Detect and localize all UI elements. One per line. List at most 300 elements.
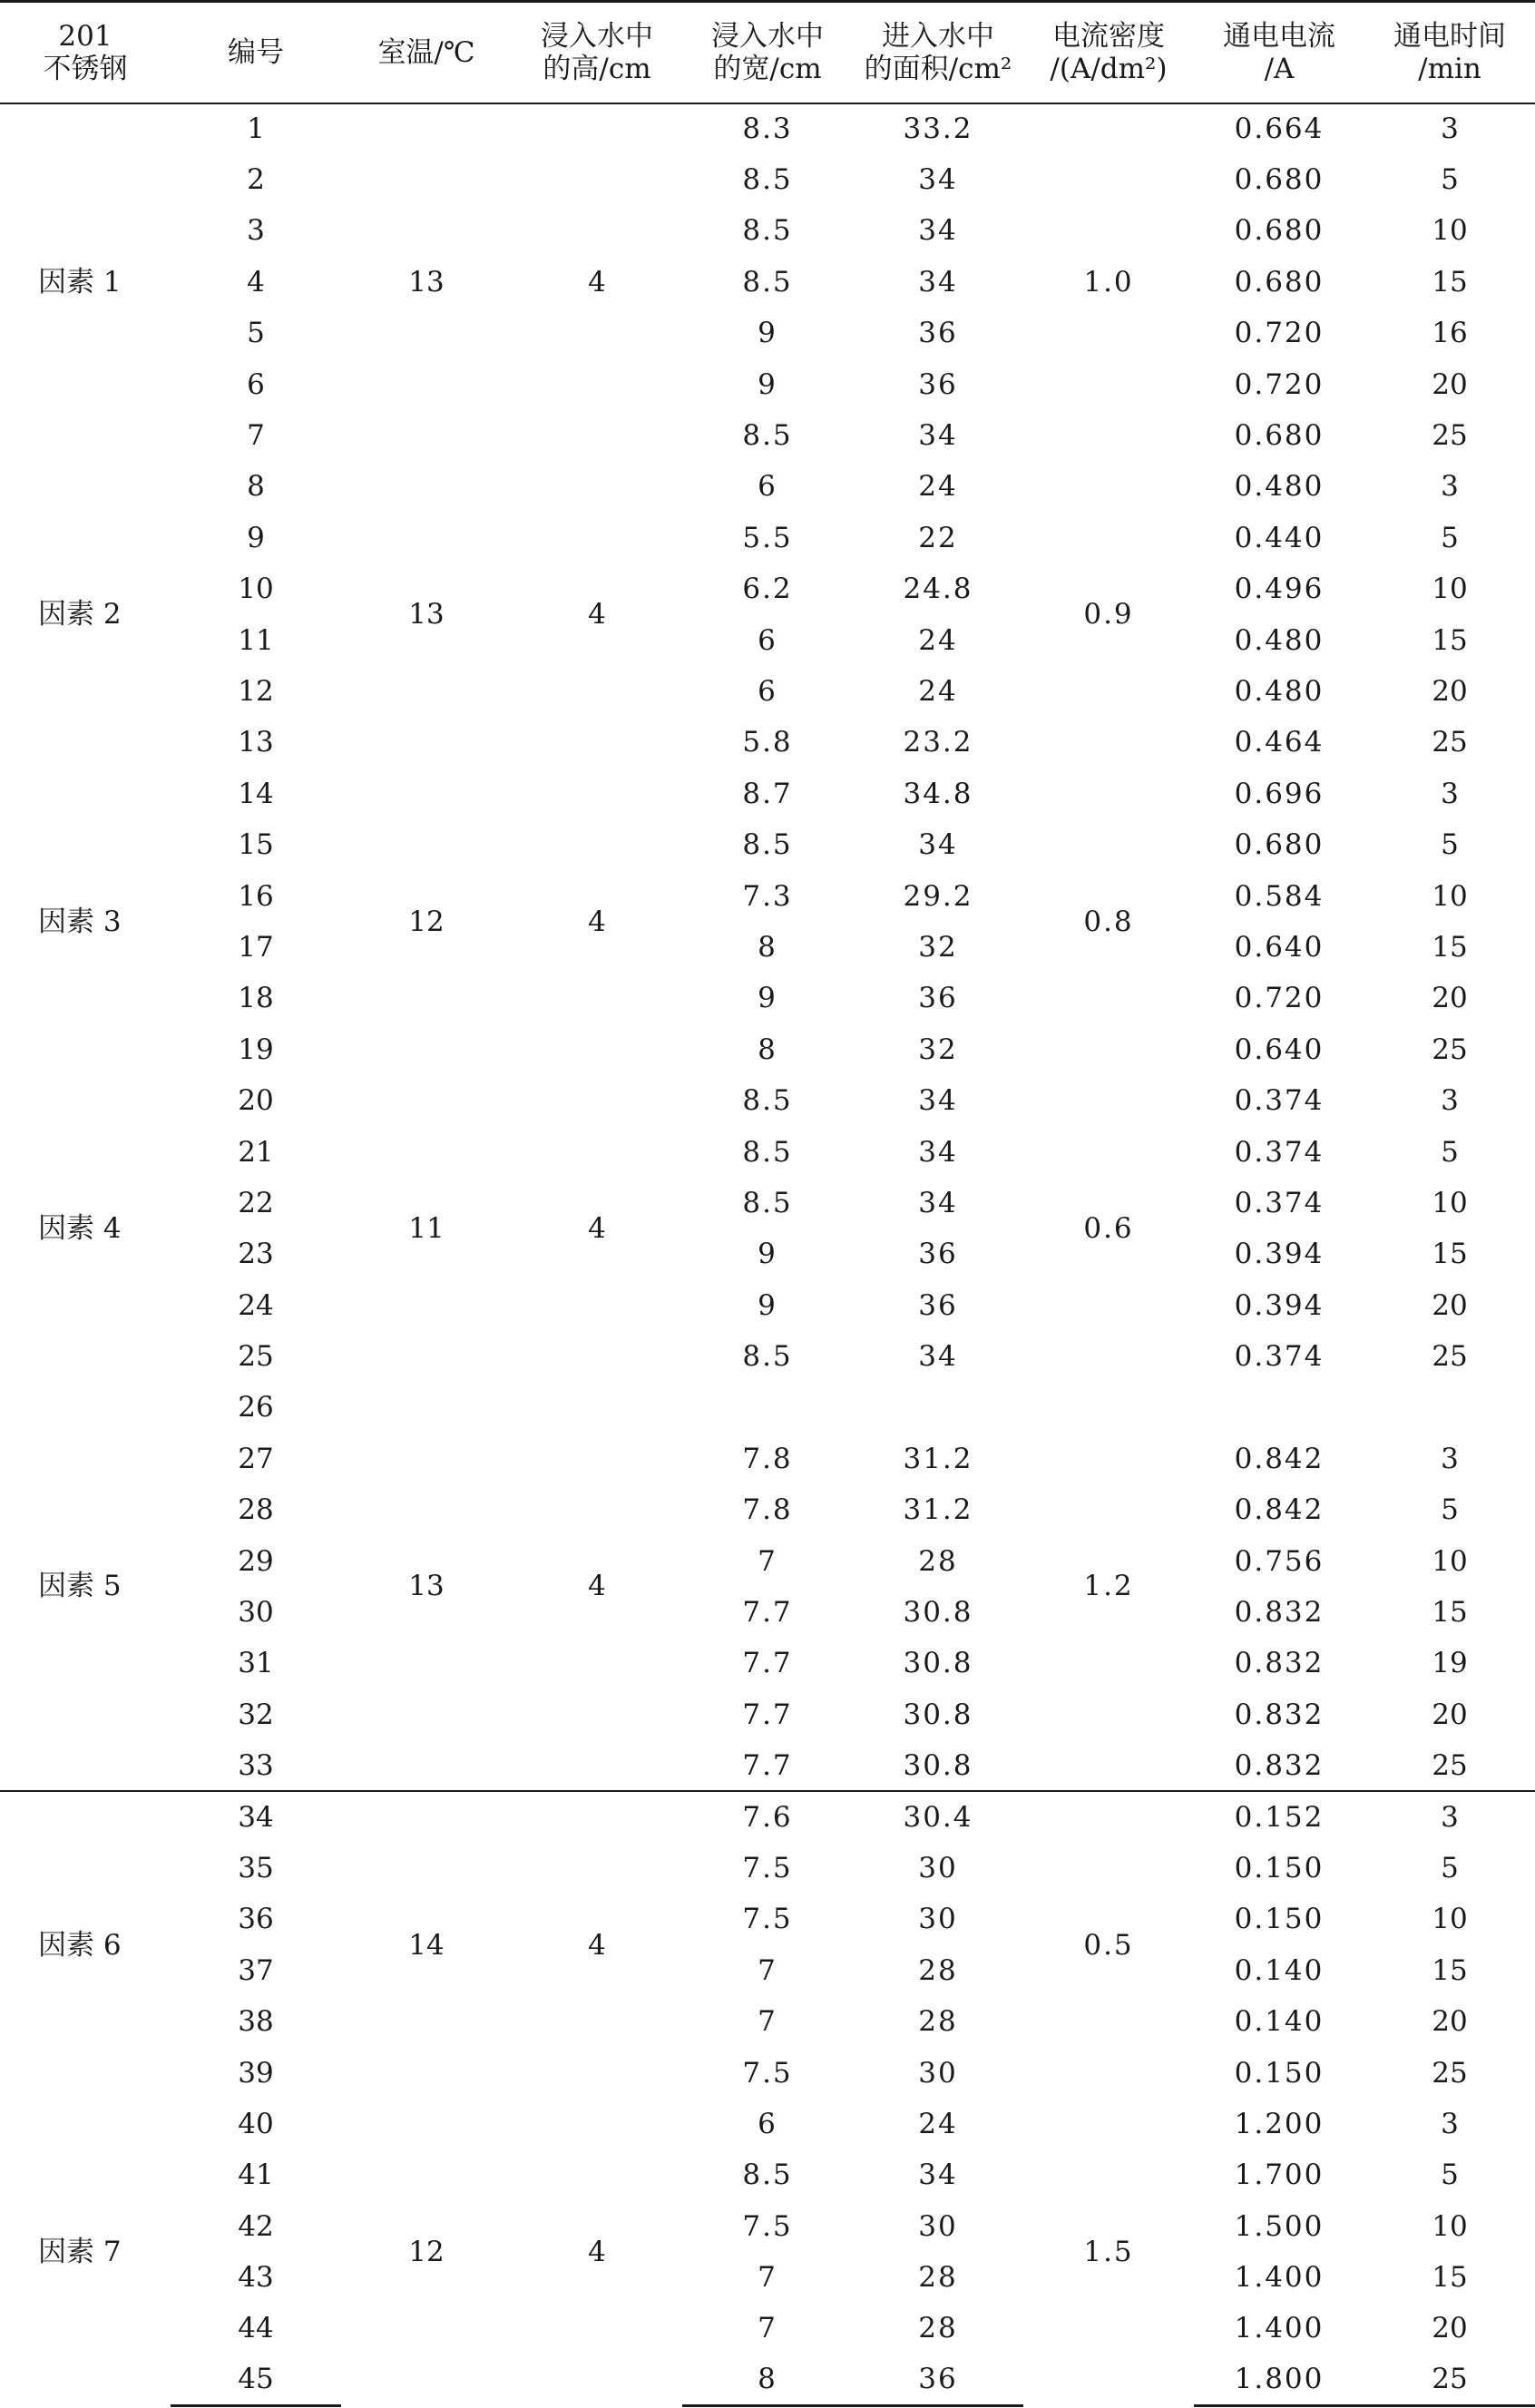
cell-width: 9: [758, 1238, 777, 1271]
cell-width: 8.5: [742, 1186, 793, 1219]
cell-current: 0.464: [1234, 726, 1325, 759]
cell-width: 7.7: [742, 1748, 793, 1782]
cell-width: 7.8: [742, 1442, 793, 1475]
table-row: [0, 973, 1535, 1023]
header-area-line-2: 的面积/cm²: [864, 52, 1012, 85]
cell-width: 8.5: [742, 419, 793, 453]
cell-time: 15: [1432, 1238, 1468, 1271]
cell-current: 0.140: [1234, 2005, 1325, 2039]
cell-current: 0.150: [1234, 2056, 1325, 2090]
cell-area: 28: [918, 2312, 958, 2345]
cell-current: 0.640: [1234, 930, 1325, 964]
cell-temp: 13: [408, 598, 445, 631]
cell-no: 22: [238, 1186, 274, 1219]
cell-width: 8.5: [742, 214, 793, 248]
cell-area: 28: [918, 2261, 958, 2295]
table-row: [0, 1843, 1535, 1894]
cell-current: 0.374: [1234, 1186, 1325, 1219]
cell-no: 2: [247, 163, 265, 197]
cell-current: 0.680: [1234, 828, 1325, 862]
cell-time: 19: [1432, 1647, 1468, 1680]
cell-current: 0.720: [1234, 317, 1325, 350]
cell-width: 7: [758, 2261, 777, 2295]
cell-time: 25: [1364, 2354, 1535, 2405]
cell-current: [1194, 1382, 1364, 1433]
cell-current: 0.496: [1234, 573, 1325, 606]
cell-temp: 14: [341, 1791, 512, 2098]
cell-no: 6: [247, 367, 265, 401]
table-row: [0, 461, 1535, 512]
cell-height: 4: [588, 905, 606, 938]
cell-time: 5: [1441, 521, 1459, 554]
table-row: [0, 819, 1535, 870]
table-row: [0, 1279, 1535, 1330]
cell-temp: 11: [408, 1212, 445, 1246]
cell-area: 31.2: [903, 1493, 973, 1527]
cell-time: 20: [1432, 2312, 1468, 2345]
group-label: 因素 5: [38, 1570, 122, 1603]
cell-no: 18: [238, 982, 274, 1015]
cell-height: 4: [588, 598, 606, 631]
cell-no: 13: [238, 726, 274, 759]
cell-time: 5: [1441, 2158, 1459, 2192]
cell-time: 20: [1432, 367, 1468, 401]
table-row: [0, 1126, 1535, 1177]
cell-current: 0.584: [1234, 879, 1325, 913]
cell-area: 34: [918, 419, 958, 453]
cell-current: 0.374: [1234, 1084, 1325, 1118]
cell-height: 4: [588, 266, 606, 299]
table-body: [0, 103, 1535, 2406]
cell-width: 9: [758, 982, 777, 1015]
cell-no: 42: [238, 2209, 274, 2243]
cell-height: 4: [588, 1212, 606, 1246]
cell-time: 10: [1432, 1544, 1468, 1578]
cell-density: 0.5: [1023, 1791, 1194, 2098]
table-row: [0, 614, 1535, 665]
cell-current: 1.200: [1234, 2107, 1325, 2140]
table-row: [0, 2047, 1535, 2098]
cell-no: 16: [238, 879, 274, 913]
table-row: [0, 666, 1535, 717]
cell-time: 15: [1432, 930, 1468, 964]
cell-time: 16: [1432, 317, 1468, 350]
cell-width: 8.5: [742, 1135, 793, 1169]
cell-width: 5.5: [742, 521, 793, 554]
table-row: [0, 563, 1535, 614]
cell-width: 8.5: [742, 828, 793, 862]
table-row: [0, 2252, 1535, 2303]
header-width-line-2: 的宽/cm: [713, 52, 822, 85]
header-temp: [341, 2, 512, 103]
cell-no: 25: [238, 1340, 274, 1374]
table-row: [0, 103, 1535, 154]
cell-width: 7.8: [742, 1493, 793, 1527]
cell-density: 1.2: [1083, 1570, 1134, 1603]
cell-width: 8.7: [742, 777, 793, 810]
cell-height: 4: [588, 2235, 606, 2268]
cell-no: 40: [238, 2107, 274, 2140]
table-row: [0, 1638, 1535, 1689]
cell-temp: 12: [408, 905, 445, 938]
cell-area: 24: [918, 674, 958, 708]
table-row: [0, 205, 1535, 256]
cell-width: 6.2: [742, 573, 793, 606]
cell-area: 30: [918, 1851, 958, 1884]
cell-time: 20: [1432, 1698, 1468, 1731]
header-row: [0, 2, 1535, 103]
cell-temp: 12: [408, 2235, 445, 2268]
header-width-line-1: 浸入水中: [711, 19, 824, 53]
cell-time: 15: [1432, 623, 1468, 657]
cell-width: 9: [758, 1288, 777, 1322]
cell-time: 25: [1432, 1033, 1468, 1066]
table-row: [0, 1945, 1535, 1996]
cell-time: 5: [1441, 1135, 1459, 1169]
cell-time: 10: [1432, 879, 1468, 913]
cell-width: 8.5: [742, 2158, 793, 2192]
cell-current: 0.140: [1234, 1953, 1325, 1987]
cell-width: 6: [758, 623, 777, 657]
cell-area: 36: [918, 1238, 958, 1271]
header-current-line-1: 通电电流: [1223, 19, 1335, 53]
table-row: [0, 1075, 1535, 1126]
cell-no: 20: [238, 1084, 274, 1118]
cell-current: 1.400: [1234, 2312, 1325, 2345]
cell-width: 8.5: [742, 1340, 793, 1374]
group-label: 因素 6: [0, 1791, 171, 2098]
cell-area: 22: [918, 521, 958, 554]
table-row: [0, 1484, 1535, 1535]
table-row: [0, 1178, 1535, 1228]
table-row: [0, 1382, 1535, 1433]
group-label: 因素 3: [38, 905, 122, 938]
cell-current: 0.150: [1234, 1903, 1325, 1936]
cell-time: 5: [1441, 828, 1459, 862]
cell-current: 0.720: [1234, 982, 1325, 1015]
cell-no: 19: [238, 1033, 274, 1066]
cell-current: 0.680: [1234, 265, 1325, 299]
cell-no: 3: [247, 214, 265, 248]
cell-width: 8.5: [742, 163, 793, 197]
header-area: [853, 2, 1023, 103]
cell-area: 34.8: [903, 777, 973, 810]
cell-time: 20: [1432, 982, 1468, 1015]
cell-density: 1.5: [1083, 2235, 1134, 2268]
cell-no: 7: [247, 419, 265, 453]
cell-width: 7.5: [742, 2056, 793, 2090]
cell-time: 15: [1432, 2261, 1468, 2295]
cell-density: 0.8: [1083, 905, 1134, 938]
cell-area: 36: [918, 317, 958, 350]
cell-time: 5: [1441, 1851, 1459, 1884]
cell-current: 0.150: [1234, 1851, 1325, 1884]
cell-area: 36: [853, 2354, 1023, 2405]
cell-width: 7: [758, 2005, 777, 2039]
header-time-line-1: 通电时间: [1393, 19, 1506, 53]
cell-area: 34: [918, 214, 958, 248]
cell-width: 5.8: [742, 726, 793, 759]
cell-width: 7: [758, 1953, 777, 1987]
cell-no: 5: [247, 317, 265, 350]
table-row: [0, 154, 1535, 205]
cell-current: 0.374: [1234, 1135, 1325, 1169]
cell-density: 0.9: [1083, 598, 1134, 631]
cell-current: 0.832: [1234, 1647, 1325, 1680]
table-row: [0, 410, 1535, 461]
cell-area: 30: [918, 2056, 958, 2090]
cell-time: 25: [1432, 419, 1468, 453]
cell-current: 0.756: [1234, 1544, 1325, 1578]
cell-no: 23: [238, 1238, 274, 1271]
cell-no: 32: [238, 1698, 274, 1731]
cell-width: 6: [758, 470, 777, 504]
cell-no: 11: [238, 623, 274, 657]
cell-time: 3: [1441, 2107, 1459, 2140]
cell-current: 0.440: [1234, 521, 1325, 554]
cell-current: 0.480: [1234, 674, 1325, 708]
cell-current: 0.374: [1234, 1340, 1325, 1374]
cell-no: 36: [238, 1903, 274, 1936]
cell-no: 34: [171, 1791, 341, 1842]
cell-time: 25: [1432, 726, 1468, 759]
cell-width: 7: [758, 1544, 777, 1578]
cell-width: [682, 1382, 853, 1433]
cell-no: 14: [238, 777, 274, 810]
cell-time: 3: [1441, 470, 1459, 504]
cell-time: 3: [1441, 113, 1459, 146]
cell-time: 20: [1432, 2005, 1468, 2039]
cell-area: 23.2: [903, 726, 973, 759]
cell-no: 43: [238, 2261, 274, 2295]
cell-area: 30.8: [903, 1748, 973, 1782]
header-time: [1364, 2, 1535, 103]
table-row: [0, 1996, 1535, 2047]
table-row: [0, 1535, 1535, 1586]
cell-area: 34: [918, 1135, 958, 1169]
table-row: [0, 1894, 1535, 1944]
cell-no: 29: [238, 1544, 274, 1578]
cell-time: 10: [1432, 573, 1468, 606]
header-current: [1194, 2, 1364, 103]
cell-no: 10: [238, 573, 274, 606]
table-row: [0, 1331, 1535, 1382]
table-row: [0, 1434, 1535, 1484]
cell-area: 34: [918, 1084, 958, 1118]
cell-time: 25: [1432, 1748, 1468, 1782]
cell-time: 10: [1432, 214, 1468, 248]
cell-current: 0.832: [1234, 1596, 1325, 1630]
cell-area: 30: [918, 1903, 958, 1936]
table-row: [0, 1587, 1535, 1638]
cell-area: 34: [918, 1340, 958, 1374]
cell-density: 0.6: [1083, 1212, 1134, 1246]
table-row: [0, 870, 1535, 921]
table-row: [0, 1791, 1535, 1842]
cell-area: 28: [918, 1953, 958, 1987]
table-row: [0, 1024, 1535, 1075]
cell-width: 9: [758, 317, 777, 350]
cell-current: 0.680: [1234, 214, 1325, 248]
cell-time: 25: [1432, 2056, 1468, 2090]
cell-area: 30.4: [853, 1791, 1023, 1842]
cell-time: 15: [1432, 1953, 1468, 1987]
cell-current: 0.832: [1234, 1748, 1325, 1782]
cell-width: 6: [758, 2107, 777, 2140]
cell-no: 45: [171, 2354, 341, 2405]
cell-area: 24: [918, 2107, 958, 2140]
header-density-line-2: /(A/dm²): [1050, 52, 1168, 85]
cell-no: 1: [247, 113, 265, 146]
cell-no: 41: [238, 2158, 274, 2192]
cell-current: 0.480: [1234, 470, 1325, 504]
cell-width: 8.3: [742, 113, 793, 146]
table-row: [0, 1228, 1535, 1279]
cell-no: 28: [238, 1493, 274, 1527]
cell-time: [1364, 1382, 1535, 1433]
cell-width: 7.7: [742, 1698, 793, 1731]
group-label: 因素 2: [38, 598, 122, 631]
cell-time: 25: [1432, 1340, 1468, 1374]
cell-current: 0.394: [1234, 1288, 1325, 1322]
cell-current: 0.842: [1234, 1493, 1325, 1527]
cell-area: 30: [918, 2209, 958, 2243]
cell-width: 9: [758, 367, 777, 401]
cell-area: 29.2: [903, 879, 973, 913]
group-label: 因素 4: [38, 1212, 122, 1246]
cell-current: 0.680: [1234, 419, 1325, 453]
cell-area: 36: [918, 367, 958, 401]
cell-no: 9: [247, 521, 265, 554]
group-label: 因素 1: [38, 266, 122, 299]
cell-time: 15: [1432, 265, 1468, 299]
cell-time: 15: [1432, 1596, 1468, 1630]
cell-no: 26: [238, 1391, 274, 1424]
cell-time: 3: [1441, 777, 1459, 810]
cell-width: 8: [682, 2354, 853, 2405]
cell-time: 5: [1441, 1493, 1459, 1527]
cell-area: 24.8: [903, 573, 973, 606]
cell-no: 4: [247, 265, 265, 299]
cell-width: 7.6: [682, 1791, 853, 1842]
cell-area: 28: [918, 1544, 958, 1578]
cell-time: 3: [1364, 1791, 1535, 1842]
cell-current: 0.152: [1194, 1791, 1364, 1842]
table-row: [0, 922, 1535, 973]
cell-time: 5: [1441, 163, 1459, 197]
table-row: [0, 2149, 1535, 2200]
table-row: [0, 2201, 1535, 2252]
cell-area: 36: [918, 982, 958, 1015]
cell-area: 32: [918, 930, 958, 964]
table-header: [0, 2, 1535, 103]
table-row: [0, 308, 1535, 358]
cell-width: 6: [758, 674, 777, 708]
cell-temp: 13: [408, 266, 445, 299]
cell-no: 21: [238, 1135, 274, 1169]
header-density: [1023, 2, 1194, 103]
header-no: [171, 2, 341, 103]
cell-area: 34: [918, 2158, 958, 2192]
cell-width: 7.5: [742, 2209, 793, 2243]
cell-current: 0.720: [1234, 367, 1325, 401]
cell-area: 31.2: [903, 1442, 973, 1475]
header-group: [0, 2, 171, 103]
cell-area: [853, 1382, 1023, 1433]
cell-area: 36: [918, 1288, 958, 1322]
table-row: [0, 513, 1535, 563]
table-row: [0, 358, 1535, 409]
cell-width: 7.5: [742, 1903, 793, 1936]
cell-width: 7.5: [742, 1851, 793, 1884]
cell-time: 10: [1432, 2209, 1468, 2243]
table-row: [0, 1689, 1535, 1740]
header-time-line-2: /min: [1418, 52, 1481, 85]
cell-temp: 13: [408, 1570, 445, 1603]
cell-width: 7.7: [742, 1647, 793, 1680]
cell-area: 24: [918, 470, 958, 504]
cell-current: 1.700: [1234, 2158, 1325, 2192]
cell-time: 3: [1441, 1084, 1459, 1118]
header-no-line-1: 编号: [228, 35, 284, 69]
header-temp-line-1: 室温/℃: [377, 35, 475, 69]
cell-time: 3: [1441, 1442, 1459, 1475]
header-height-line-1: 浸入水中: [541, 19, 653, 53]
table-row: [0, 257, 1535, 308]
table-row: [0, 717, 1535, 768]
table-row: [0, 2354, 1535, 2405]
cell-time: 20: [1432, 1288, 1468, 1322]
cell-no: 8: [247, 470, 265, 504]
cell-current: 1.500: [1234, 2209, 1325, 2243]
cell-area: 34: [918, 265, 958, 299]
cell-area: 24: [918, 623, 958, 657]
cell-width: 7.3: [742, 879, 793, 913]
cell-width: 8.5: [742, 265, 793, 299]
cell-current: 0.680: [1234, 163, 1325, 197]
header-density-line-1: 电流密度: [1052, 19, 1165, 53]
table-row: [0, 2099, 1535, 2149]
table-row: [0, 2303, 1535, 2354]
cell-current: 1.400: [1234, 2261, 1325, 2295]
cell-no: 35: [238, 1851, 274, 1884]
header-area-line-1: 进入水中: [882, 19, 994, 53]
cell-height: 4: [588, 1570, 606, 1603]
header-height: [512, 2, 682, 103]
cell-area: 30.8: [903, 1698, 973, 1731]
cell-density: 1.0: [1083, 266, 1134, 299]
cell-height: 4: [512, 1791, 682, 2098]
cell-width: 8.5: [742, 1084, 793, 1118]
cell-no: 37: [238, 1953, 274, 1987]
cell-width: 7.7: [742, 1596, 793, 1630]
header-group-line-2: 不锈钢: [43, 52, 128, 85]
cell-no: 15: [238, 828, 274, 862]
header-current-line-2: /A: [1264, 52, 1295, 85]
cell-area: 33.2: [903, 113, 973, 146]
cell-no: 12: [238, 674, 274, 708]
table-row: [0, 1740, 1535, 1791]
cell-area: 30.8: [903, 1647, 973, 1680]
cell-no: 38: [238, 2005, 274, 2039]
cell-area: 34: [918, 828, 958, 862]
header-group-line-1: 201: [58, 19, 112, 53]
header-height-line-2: 的高/cm: [543, 52, 651, 85]
cell-no: 30: [238, 1596, 274, 1630]
cell-area: 28: [918, 2005, 958, 2039]
cell-current: 0.842: [1234, 1442, 1325, 1475]
cell-width: 8: [758, 930, 777, 964]
